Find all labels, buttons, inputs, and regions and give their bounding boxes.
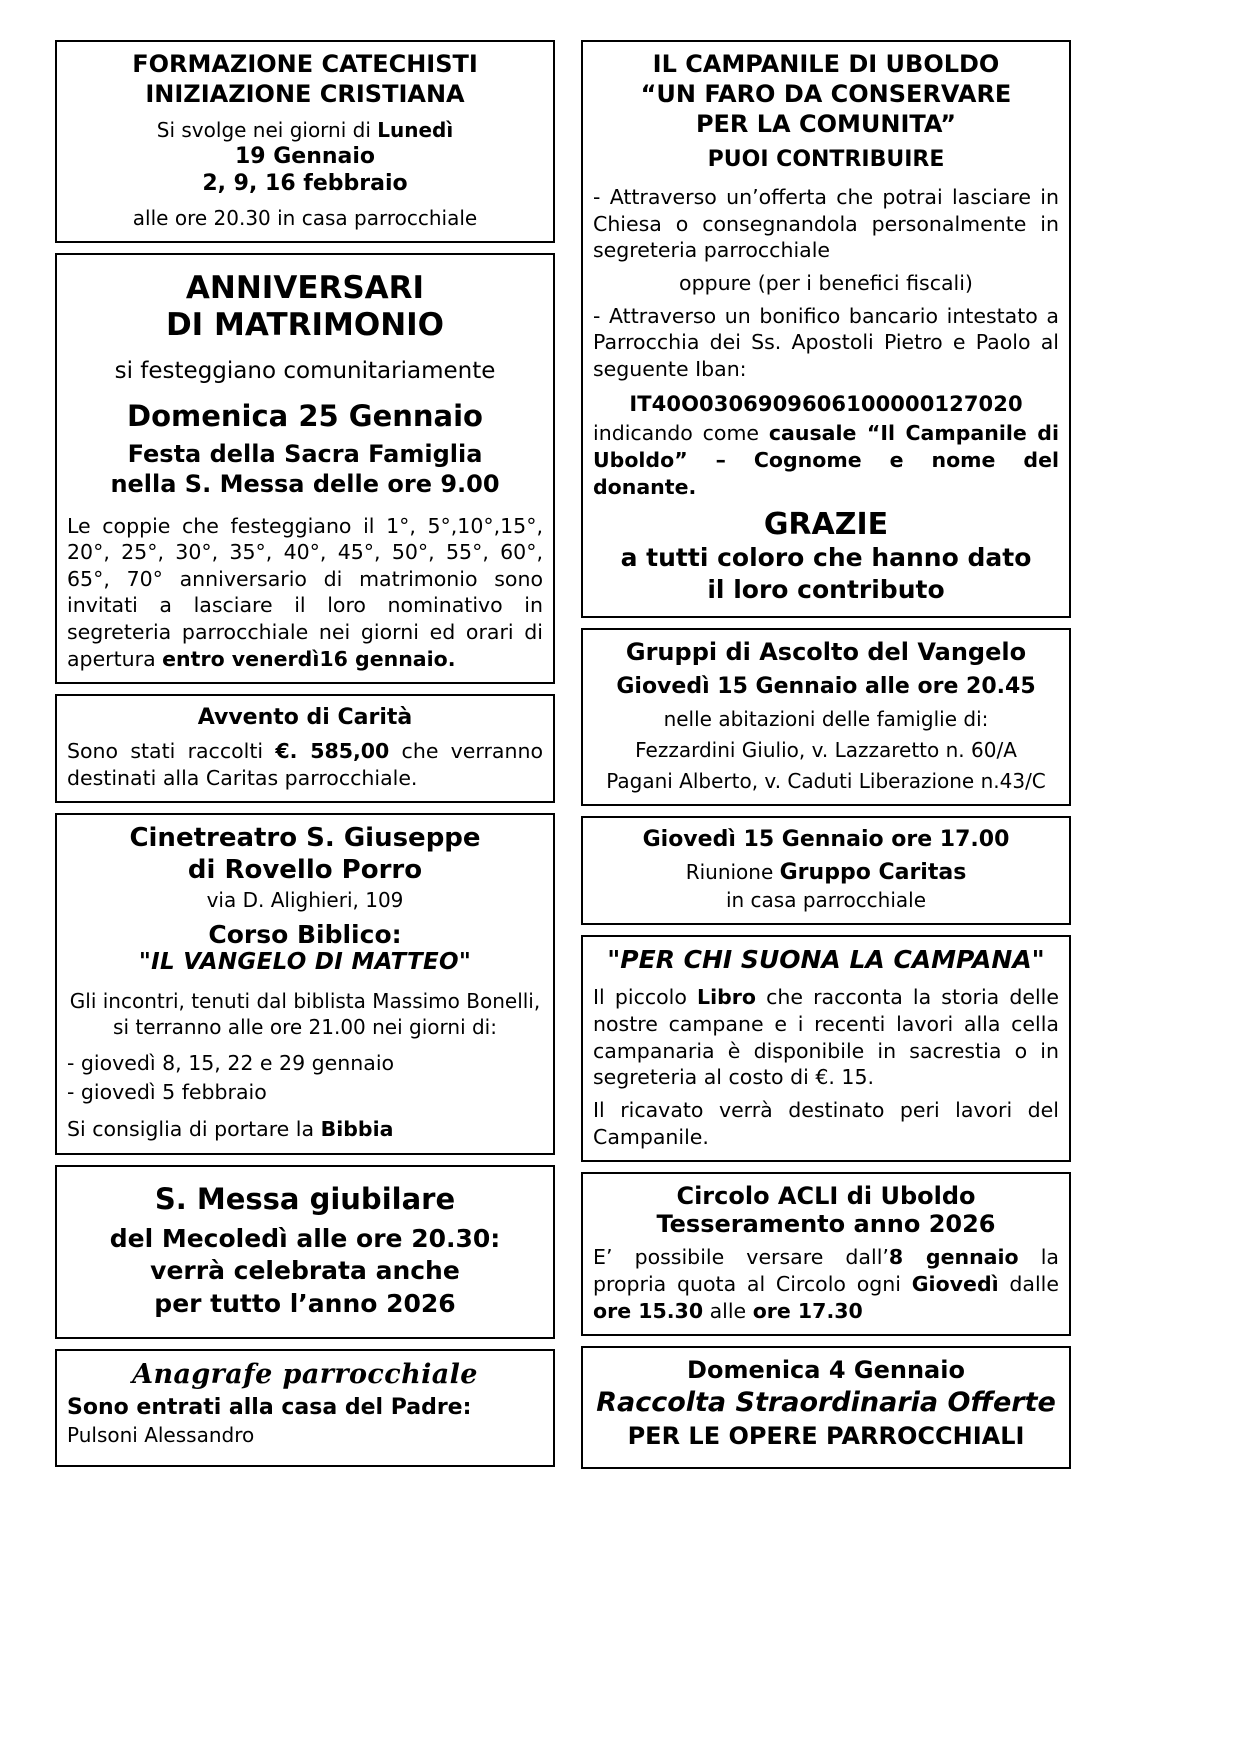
cinetreatro-speaker-line1: Gli incontri, tenuti dal biblista Massimo Bonelli, <box>69 988 541 1013</box>
acli-body-p2: la propria quota al Circolo ogni <box>593 1245 1059 1296</box>
box-messa-giubilare <box>55 1165 555 1340</box>
anniversari-date: Domenica 25 Gennaio <box>127 399 483 434</box>
raccolta-date: Domenica 4 Gennaio <box>687 1356 965 1385</box>
cinetreatro-course-title: "IL VANGELO DI MATTEO" <box>138 948 472 975</box>
anagrafe-title: Anagrafe parrocchiale <box>132 1359 478 1391</box>
formazione-date-2: 2, 9, 16 febbraio <box>202 171 408 197</box>
avvento-body-part1: Sono stati raccolti <box>67 739 276 764</box>
anagrafe-name: Pulsoni Alessandro <box>67 1422 255 1447</box>
box-avvento-carita <box>55 694 555 803</box>
acli-title-line2: Tesseramento anno 2026 <box>656 1210 996 1239</box>
acli-body-b1: 8 gennaio <box>888 1245 1019 1270</box>
campana-para-1-part2: che racconta la storia delle nostre campane e i recenti lavori alla cella campanaria è disponibile in sacrestia o in segreteria al costo di €. 15. <box>593 985 1059 1090</box>
cinetreatro-title-line1: Cinetreatro S. Giuseppe <box>129 823 481 854</box>
cinetreatro-advice-bold: Bibbia <box>320 1117 394 1142</box>
box-cinetreatro <box>55 813 555 1154</box>
campanile-thanks: GRAZIE <box>763 507 889 543</box>
campana-para-2: Il ricavato verrà destinato peri lavori del Campanile. <box>593 1097 1059 1149</box>
right-column <box>581 40 1071 1469</box>
gruppi-ascolto-family-2: Pagani Alberto, v. Caduti Liberazione n.43/C <box>606 769 1046 794</box>
acli-body-p4: alle <box>703 1298 753 1323</box>
box-per-chi-suona-la-campana <box>581 935 1071 1162</box>
anniversari-title-line1: ANNIVERSARI <box>185 269 425 306</box>
box-gruppi-ascolto <box>581 628 1071 806</box>
gruppi-ascolto-when: Giovedì 15 Gennaio alle ore 20.45 <box>616 674 1036 700</box>
campana-para-1-bold: Libro <box>697 985 756 1010</box>
messa-giubilare-line3: per tutto l’anno 2026 <box>154 1288 456 1318</box>
campanile-para-4 <box>593 420 1059 500</box>
formazione-intro-plain: Si svolge nei giorni di <box>156 117 378 142</box>
campanile-title-line1: IL CAMPANILE DI UBOLDO <box>652 50 1000 78</box>
formazione-title-line2: INIZIAZIONE CRISTIANA <box>145 79 465 108</box>
avvento-body <box>67 738 543 791</box>
campanile-para-4-plain: indicando come <box>593 421 769 446</box>
campanile-title-line2: “UN FARO DA CONSERVARE <box>640 79 1012 108</box>
cinetreatro-date-1: - giovedì 8, 15, 22 e 29 gennaio <box>67 1050 395 1075</box>
cinetreatro-course-label: Corso Biblico: <box>208 919 402 949</box>
cinetreatro-title-line2: di Rovello Porro <box>187 855 423 886</box>
campanile-thanks-line2: il loro contributo <box>707 575 945 605</box>
campanile-title-line3: PER LA COMUNITA” <box>695 109 957 138</box>
formazione-date-1: 19 Gennaio <box>234 143 376 169</box>
box-anniversari-matrimonio <box>55 253 555 684</box>
cinetreatro-advice-plain: Si consiglia di portare la <box>67 1117 321 1142</box>
campana-para-1-part1: Il piccolo <box>593 985 698 1010</box>
acli-title-line1: Circolo ACLI di Uboldo <box>676 1182 976 1211</box>
box-raccolta-straordinaria <box>581 1346 1071 1469</box>
messa-giubilare-title: S. Messa giubilare <box>154 1181 456 1216</box>
cinetreatro-speaker-line2: si terranno alle ore 21.00 nei giorni di: <box>113 1014 497 1039</box>
anniversari-title-line2: DI MATRIMONIO <box>165 307 445 344</box>
campanile-para-3: - Attraverso un bonifico bancario intestato a Parrocchia dei Ss. Apostoli Pietro e Paolo al seguente Iban: <box>593 303 1059 381</box>
caritas-place: in casa parrocchiale <box>725 888 927 913</box>
box-anagrafe-parrocchiale <box>55 1349 555 1467</box>
box-campanile-uboldo <box>581 40 1071 618</box>
avvento-body-part2: che verranno destinati alla Caritas parrocchiale. <box>67 739 543 790</box>
acli-body-p1: E’ possibile versare dall’ <box>593 1245 889 1270</box>
box-formazione-catechisti <box>55 40 555 243</box>
anniversari-body-deadline: entro venerdì16 gennaio. <box>162 646 456 671</box>
formazione-intro <box>67 117 543 143</box>
campanile-thanks-line1: a tutti coloro che hanno dato <box>620 543 1032 573</box>
campanile-para-4-bold: causale “Il Campanile di Uboldo” – Cognome e nome del donante. <box>593 421 1059 499</box>
caritas-line <box>593 859 1059 888</box>
anniversari-body-text: Le coppie che festeggiano il 1°, 5°,10°,15°, 20°, 25°, 30°, 35°, 40°, 45°, 50°, 55°, 60°, 65°, 70° anniversario di matrimonio sono invitati a lasciare il loro nominativo in segreteria parrocchiale nei giorni ed orari di apertura <box>67 513 543 671</box>
messa-giubilare-line1: del Mecoledì alle ore 20.30: <box>109 1223 501 1253</box>
box-gruppo-caritas <box>581 816 1071 925</box>
anniversari-feast-line1: Festa della Sacra Famiglia <box>127 440 483 469</box>
campanile-iban: IT40O0306909606100000127020 <box>629 392 1023 417</box>
campanile-subtitle: PUOI CONTRIBUIRE <box>707 147 945 173</box>
acli-body-b4: ore 17.30 <box>752 1298 863 1323</box>
campana-title: "PER CHI SUONA LA CAMPANA" <box>607 945 1045 975</box>
cinetreatro-date-2: - giovedì 5 febbraio <box>67 1080 267 1105</box>
gruppi-ascolto-where: nelle abitazioni delle famiglie di: <box>663 707 989 732</box>
acli-body <box>593 1244 1059 1324</box>
avvento-title: Avvento di Carità <box>197 705 413 731</box>
gruppi-ascolto-family-1: Fezzardini Giulio, v. Lazzaretto n. 60/A <box>635 738 1017 763</box>
anniversari-subtitle: si festeggiano comunitariamente <box>114 358 496 385</box>
cinetreatro-address: via D. Alighieri, 109 <box>206 887 404 912</box>
campana-para-1 <box>593 984 1059 1091</box>
cinetreatro-advice <box>67 1116 543 1143</box>
raccolta-purpose: PER LE OPERE PARROCCHIALI <box>627 1422 1025 1451</box>
caritas-when: Giovedì 15 Gennaio ore 17.00 <box>642 827 1010 853</box>
caritas-line-plain: Riunione <box>685 859 780 884</box>
formazione-intro-bold: Lunedì <box>377 117 454 142</box>
box-circolo-acli <box>581 1172 1071 1336</box>
messa-giubilare-line2: verrà celebrata anche <box>150 1256 460 1286</box>
gruppi-ascolto-title: Gruppi di Ascolto del Vangelo <box>625 638 1027 667</box>
left-column <box>55 40 555 1467</box>
avvento-amount: €. 585,00 <box>275 739 390 764</box>
acli-body-b2: Giovedì <box>911 1271 999 1296</box>
acli-body-b3: ore 15.30 <box>593 1298 704 1323</box>
formazione-footer: alle ore 20.30 in casa parrocchiale <box>132 205 478 230</box>
anniversari-feast-line2: nella S. Messa delle ore 9.00 <box>110 469 500 498</box>
caritas-line-bold: Gruppo Caritas <box>779 859 967 885</box>
acli-body-p3: dalle <box>998 1271 1059 1296</box>
formazione-title-line1: FORMAZIONE CATECHISTI <box>132 50 478 78</box>
anagrafe-subtitle: Sono entrati alla casa del Padre: <box>67 1395 472 1421</box>
campanile-para-2: oppure (per i benefici fiscali) <box>679 270 973 295</box>
campanile-para-1: - Attraverso un’offerta che potrai lasciare in Chiesa o consegnandola personalmente in segreteria parrocchiale <box>593 184 1059 263</box>
anniversari-body <box>67 513 543 673</box>
raccolta-title: Raccolta Straordinaria Offerte <box>596 1387 1056 1419</box>
